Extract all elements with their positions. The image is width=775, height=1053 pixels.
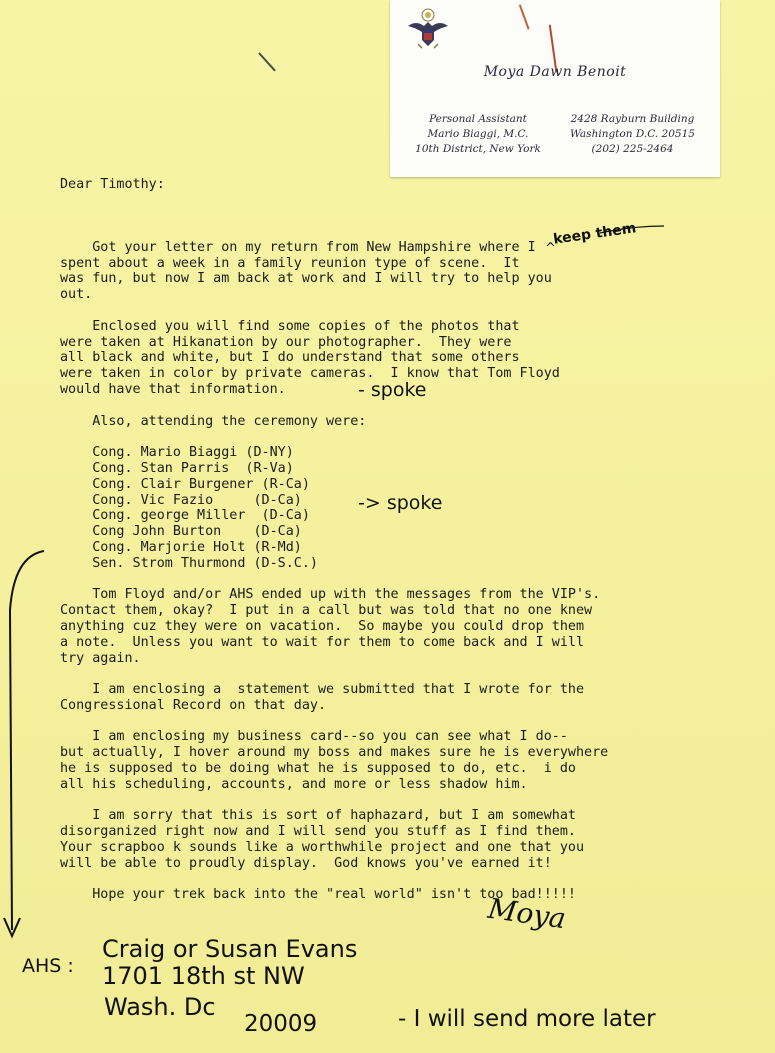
handwritten-zip: 20009 (244, 1011, 318, 1037)
letter-line: Cong. Stan Parris (R-Va) (60, 460, 294, 476)
letter-line: Cong. Mario Biaggi (D-NY) (60, 445, 294, 461)
card-district: 10th District, New York (415, 143, 541, 155)
card-employer: Mario Biaggi, M.C. (427, 128, 529, 140)
letter-line: would have that information. (60, 381, 286, 397)
handwritten-signature: Moya (486, 891, 568, 936)
letter-line: Sen. Strom Thurmond (D-S.C.) (60, 555, 318, 571)
letter-line: a note. Unless you want to wait for them to come back and I will (60, 634, 585, 650)
card-office: 2428 Rayburn Building (570, 113, 695, 125)
letter-line: Cong. george Miller (D-Ca) (60, 508, 310, 524)
letter-line: Hope your trek back into the "real world" isn't too bad!!!!! (60, 887, 576, 903)
letter-line: Congressional Record on that day. (60, 697, 327, 713)
salutation: Dear Timothy: (60, 176, 165, 192)
letter-line: Got your letter on my return from New Hampshire where I (60, 239, 536, 255)
handwritten-spoke-biaggi: - spoke (358, 379, 427, 401)
arrow-curve (10, 551, 44, 930)
letter-line: will be able to proudly display. God knows you've earned it! (60, 855, 552, 871)
letter-line: try again. (60, 650, 141, 666)
letter-line: Cong. Clair Burgener (R-Ca) (60, 476, 310, 492)
letter-line: he is supposed to be doing what he is supposed to do, etc. i do (60, 761, 576, 777)
handwritten-caret: ^ (545, 241, 556, 256)
letter-line: Also, attending the ceremony were: (60, 413, 367, 429)
handwritten-ahs-label: AHS : (22, 955, 74, 977)
letter-line: were taken in color by private cameras. I know that Tom Floyd (60, 366, 560, 382)
letter-line: Your scrapboo k sounds like a worthwhile project and one that you (60, 840, 585, 856)
letter-line: was fun, but now I am back at work and I will try to help you (60, 271, 552, 287)
letter-line: all black and white, but I do understand that some others (60, 350, 520, 366)
letter-line: I am enclosing a statement we submitted that I wrote for the (60, 682, 585, 698)
letter-line: I am sorry that this is sort of haphazard, but I am somewhat (60, 808, 576, 824)
letter-line: but actually, I hover around my boss and makes sure he is everywhere (60, 745, 609, 761)
letter-line: spent about a week in a family reunion type of scene. It (60, 255, 520, 271)
letter-line: Contact them, okay? I put in a call but was told that no one knew (60, 603, 593, 619)
letter-line: Tom Floyd and/or AHS ended up with the messages from the VIP's. (60, 587, 601, 603)
letter-line: out. (60, 287, 93, 303)
letter-line: all his scheduling, accounts, and more or less shadow him. (60, 776, 528, 792)
handwritten-spoke-thurmond: -> spoke (358, 492, 443, 514)
letter-line: Cong John Burton (D-Ca) (60, 524, 302, 540)
handwritten-address-line-2: Wash. Dc (104, 993, 216, 1021)
handwritten-closing-note: - I will send more later (398, 1006, 656, 1032)
letter-line: I am enclosing my business card--so you can see what I do-- (60, 729, 568, 745)
handwritten-contact-name: Craig or Susan Evans (102, 935, 358, 963)
card-city: Washington D.C. 20515 (570, 128, 695, 140)
handwritten-keep-them: keep them (552, 220, 638, 248)
keep-them-underline (600, 226, 664, 233)
letter-line: Cong. Marjorie Holt (R-Md) (60, 539, 302, 555)
letter-line: disorganized right now and I will send you stuff as I find them. (60, 824, 576, 840)
card-name: Moya Dawn Benoit (483, 64, 627, 80)
letter-line: Cong. Vic Fazio (D-Ca) (60, 492, 302, 508)
card-phone: (202) 225-2464 (591, 143, 674, 155)
letter-line: anything cuz they were on vacation. So maybe you could drop them (60, 618, 585, 634)
card-title: Personal Assistant (429, 113, 527, 125)
letter-line: were taken at Hikanation by our photographer. They were (60, 334, 512, 350)
handwritten-address-line-1: 1701 18th st NW (102, 962, 305, 990)
letter-line: Enclosed you will find some copies of the photos that (60, 318, 520, 334)
